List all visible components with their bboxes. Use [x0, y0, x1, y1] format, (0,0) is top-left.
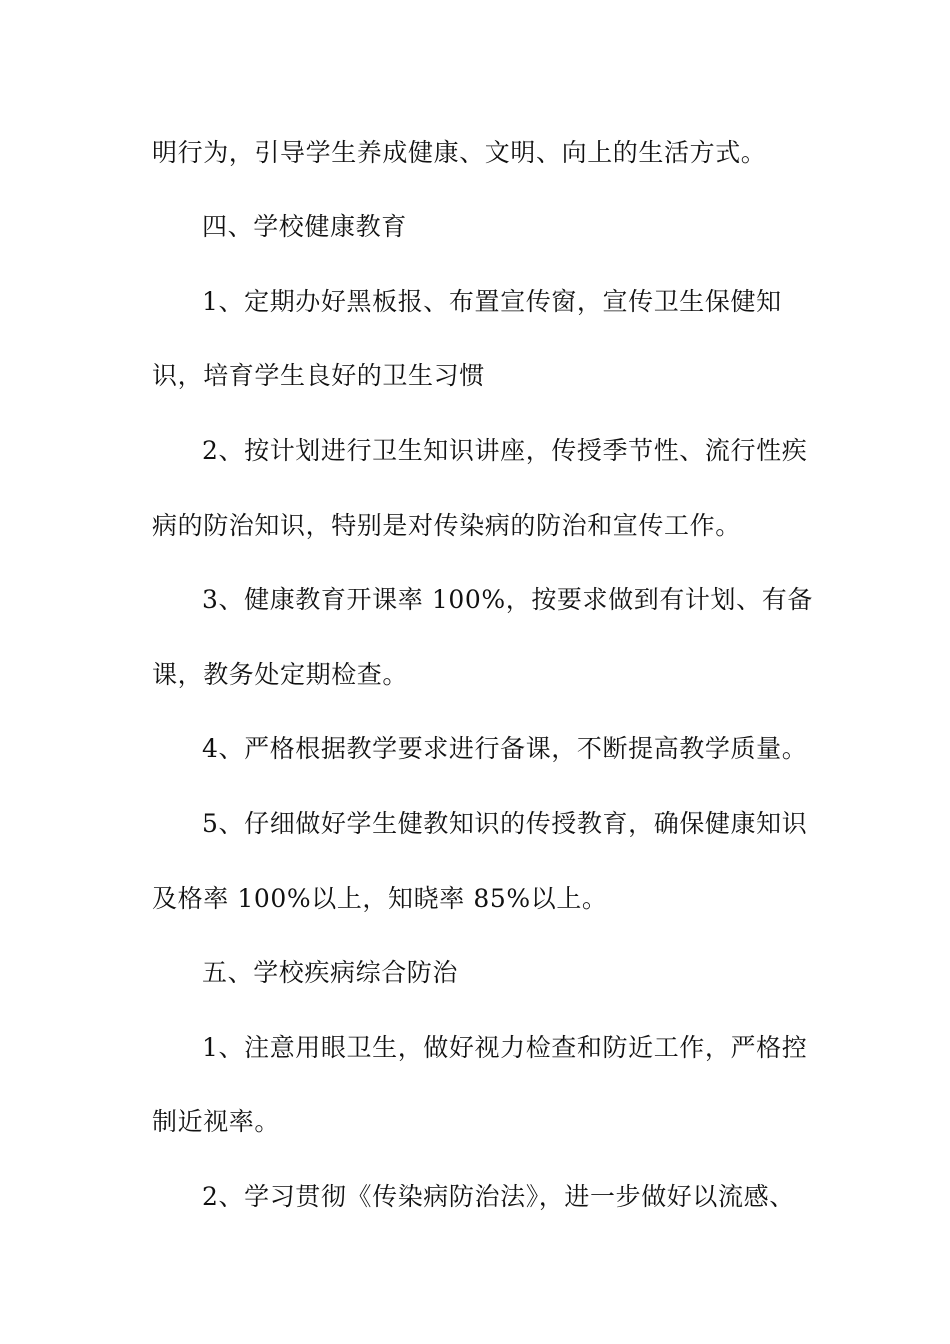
paragraph-line: 识，培育学生良好的卫生习惯	[152, 361, 485, 390]
paragraph-line: 明行为，引导学生养成健康、文明、向上的生活方式。	[152, 138, 767, 167]
paragraph-line: 制近视率。	[152, 1107, 281, 1136]
paragraph-line: 2、学习贯彻《传染病防治法》，进一步做好以流感、	[202, 1182, 795, 1211]
paragraph-line: 4、严格根据教学要求进行备课，不断提高教学质量。	[202, 734, 808, 763]
section-heading: 五、学校疾病综合防治	[202, 958, 459, 987]
paragraph-line: 课，教务处定期检查。	[152, 660, 409, 689]
paragraph-line: 及格率 100%以上，知晓率 85%以上。	[152, 884, 608, 913]
paragraph-line: 5、仔细做好学生健教知识的传授教育，确保健康知识	[202, 809, 808, 838]
paragraph-line: 1、注意用眼卫生，做好视力检查和防近工作，严格控	[202, 1033, 808, 1062]
paragraph-line: 1、定期办好黑板报、布置宣传窗，宣传卫生保健知	[202, 287, 782, 316]
paragraph-line: 病的防治知识，特别是对传染病的防治和宣传工作。	[152, 511, 741, 540]
section-heading: 四、学校健康教育	[202, 212, 407, 241]
paragraph-line: 3、健康教育开课率 100%，按要求做到有计划、有备	[202, 585, 813, 614]
paragraph-line: 2、按计划进行卫生知识讲座，传授季节性、流行性疾	[202, 436, 808, 465]
